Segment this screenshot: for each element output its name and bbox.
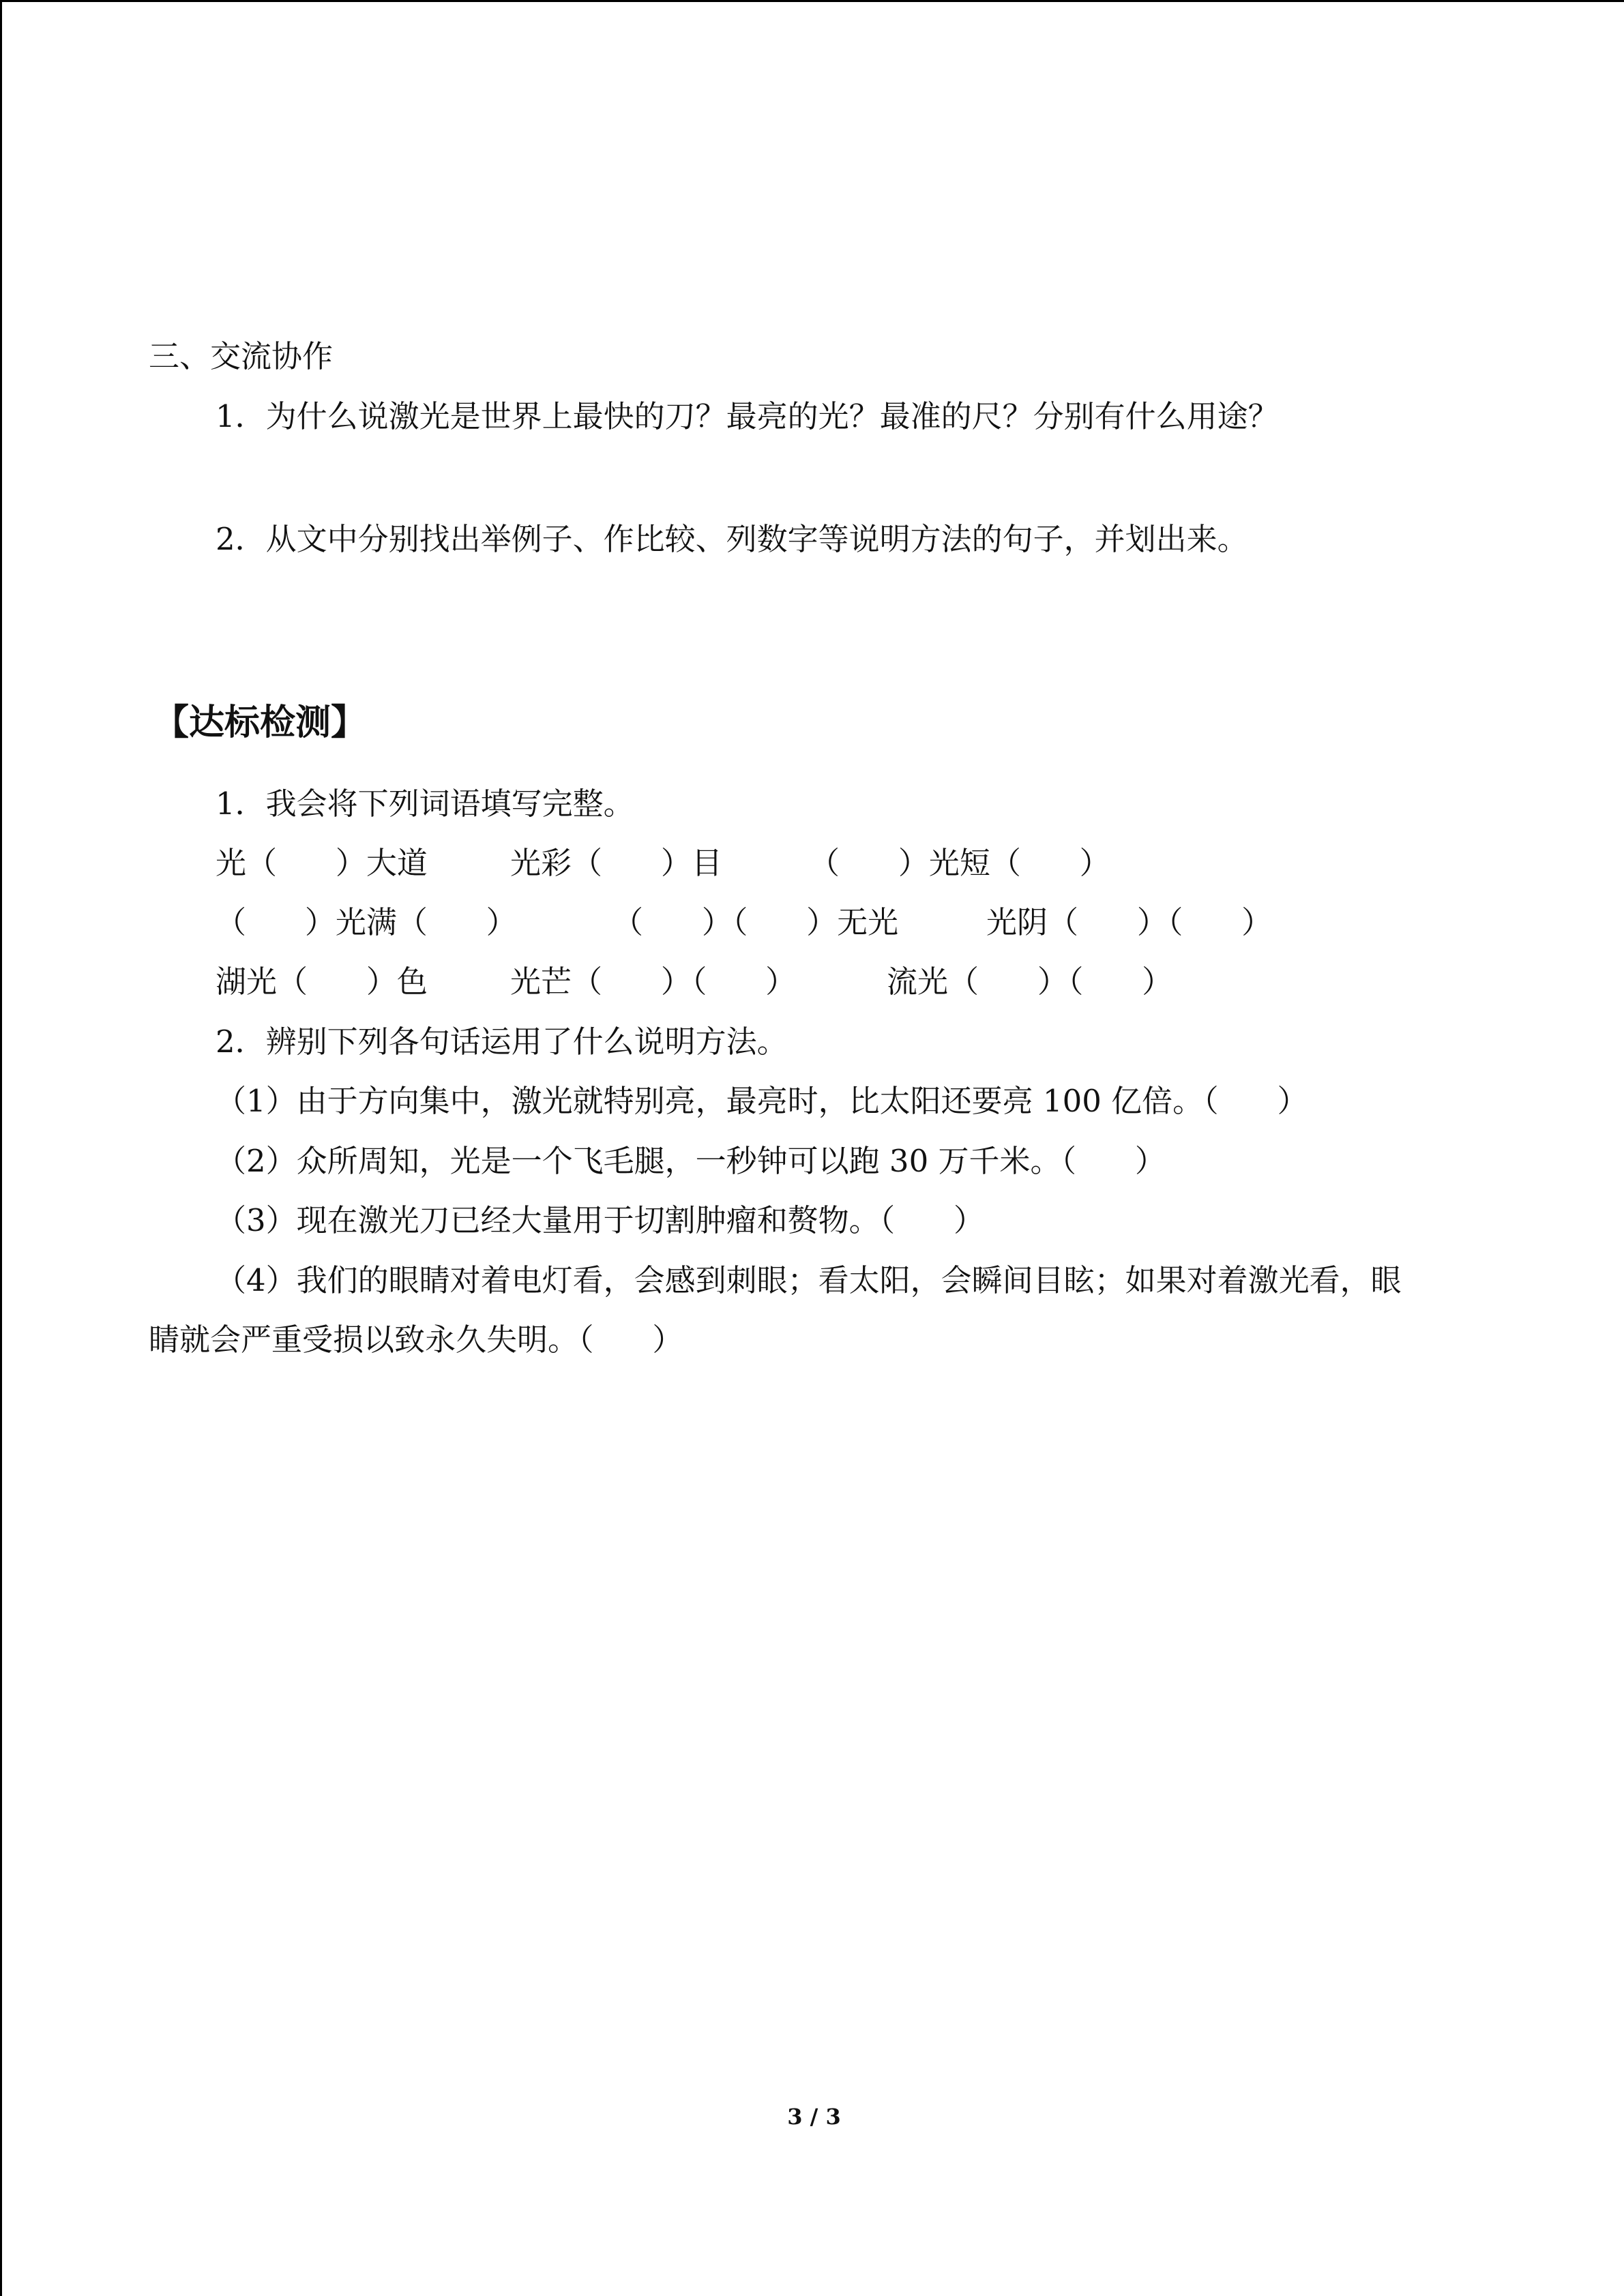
- fill-item: 流光（ ）（ ）: [887, 964, 1173, 1000]
- fill-item: 湖光（ ）色: [216, 964, 428, 1000]
- fill-item: （ ）光短（ ）: [809, 845, 1110, 881]
- sentence-2: （2）众所周知，光是一个飞毛腿，一秒钟可以跑 30 万千米。（ ）: [216, 1143, 1166, 1179]
- page-number: 3 / 3: [787, 2104, 841, 2130]
- question-1: 1．为什么说激光是世界上最快的刀？最亮的光？最准的尺？分别有什么用途？: [216, 398, 1279, 434]
- fill-item: 光阴（ ）（ ）: [986, 904, 1273, 940]
- test-question-1: 1．我会将下列词语填写完整。: [216, 786, 634, 822]
- section-title: 三、交流协作: [149, 338, 334, 374]
- sentence-3: （3）现在激光刀已经大量用于切割肿瘤和赘物。（ ）: [216, 1202, 984, 1238]
- sentence-4-line-1: （4）我们的眼睛对着电灯看，会感到刺眼；看太阳，会瞬间目眩；如果对着激光看，眼: [216, 1262, 1402, 1298]
- fill-item: 光芒（ ）（ ）: [510, 964, 797, 1000]
- fill-item: 光（ ）大道: [216, 845, 428, 881]
- test-heading: 【达标检测】: [153, 702, 367, 743]
- test-question-2: 2．辨别下列各句话运用了什么说明方法。: [216, 1024, 788, 1060]
- fill-item: （ ）（ ）无光: [612, 904, 899, 940]
- question-2: 2．从文中分别找出举例子、作比较、列数字等说明方法的句子，并划出来。: [216, 521, 1248, 557]
- fill-item: 光彩（ ）目: [510, 845, 722, 881]
- fill-item: （ ）光满（ ）: [216, 904, 517, 940]
- sentence-4-line-2: 睛就会严重受损以致永久失明。（ ）: [149, 1322, 683, 1358]
- sentence-1: （1）由于方向集中，激光就特别亮，最亮时，比太阳还要亮 100 亿倍。（ ）: [216, 1083, 1308, 1119]
